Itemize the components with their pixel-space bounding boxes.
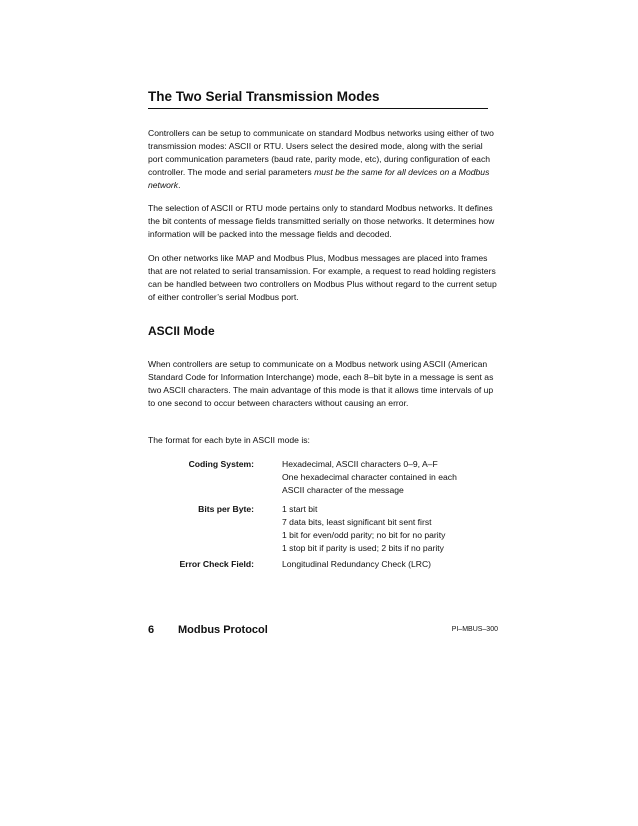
- definition-line: 7 data bits, least significant bit sent first: [282, 517, 432, 528]
- definition-line: 1 bit for even/odd parity; no bit for no parity: [282, 530, 446, 541]
- definition-term: Bits per Byte:: [198, 504, 254, 514]
- page-number: 6: [148, 624, 155, 636]
- paragraph-end: .: [178, 180, 181, 191]
- document-code: PI–MBUS–300: [451, 626, 498, 633]
- definition-description: [282, 458, 512, 497]
- definition-line: One hexadecimal character contained in each: [282, 472, 457, 483]
- ascii-mode-title: ASCII Mode: [148, 324, 215, 338]
- definition-line: Hexadecimal, ASCII characters 0–9, A–F: [282, 459, 438, 469]
- paragraph-format-intro: The format for each byte in ASCII mode is:: [148, 435, 310, 445]
- definition-description: [282, 503, 512, 555]
- paragraph-transmission-modes: [148, 127, 498, 192]
- page-footer: [148, 624, 498, 640]
- definition-term: Error Check Field:: [179, 559, 254, 569]
- definition-line: 1 stop bit if parity is used; 2 bits if no parity: [282, 543, 444, 554]
- emphasis-text: must be the same for all devices on a Modbus network: [148, 167, 490, 191]
- paragraph-mode-selection: The selection of ASCII or RTU mode pertains only to standard Modbus networks. It defines the bit contents of message fields transmitted serially on those networks. It determines how information will be packed into the message fields and decoded.: [148, 203, 495, 240]
- definition-description: [282, 558, 512, 571]
- paragraph-other-networks: On other networks like MAP and Modbus Plus, Modbus messages are placed into frames that are not related to serial transamission. For example, a request to read holding registers can be handled between two controllers on Modbus Plus without regard to the current setup of either controller’s serial Modbus port.: [148, 253, 497, 303]
- definition-line: Longitudinal Redundancy Check (LRC): [282, 559, 432, 569]
- definition-line: ASCII character of the message: [282, 485, 404, 496]
- section-title: The Two Serial Transmission Modes: [148, 88, 488, 109]
- paragraph-text: Controllers can be setup to communicate on standard Modbus networks using either of two transmission modes: ASCII or RTU. Users select the desired mode, along with the serial port communication parameters (baud rate, parity mode, etc), during configuration of each controller. The mode and serial parameters: [148, 128, 494, 178]
- document-title: Modbus Protocol: [178, 624, 268, 636]
- definition-term: Coding System:: [188, 459, 254, 469]
- paragraph-ascii-intro: When controllers are setup to communicate on a Modbus network using ASCII (American Standard Code for Information Interchange) mode, each 8–bit byte in a message is sent as two ASCII characters. The main advantage of this mode is that it allows time intervals of up to one second to occur between characters without causing an error.: [148, 359, 494, 409]
- definition-line: 1 start bit: [282, 504, 318, 514]
